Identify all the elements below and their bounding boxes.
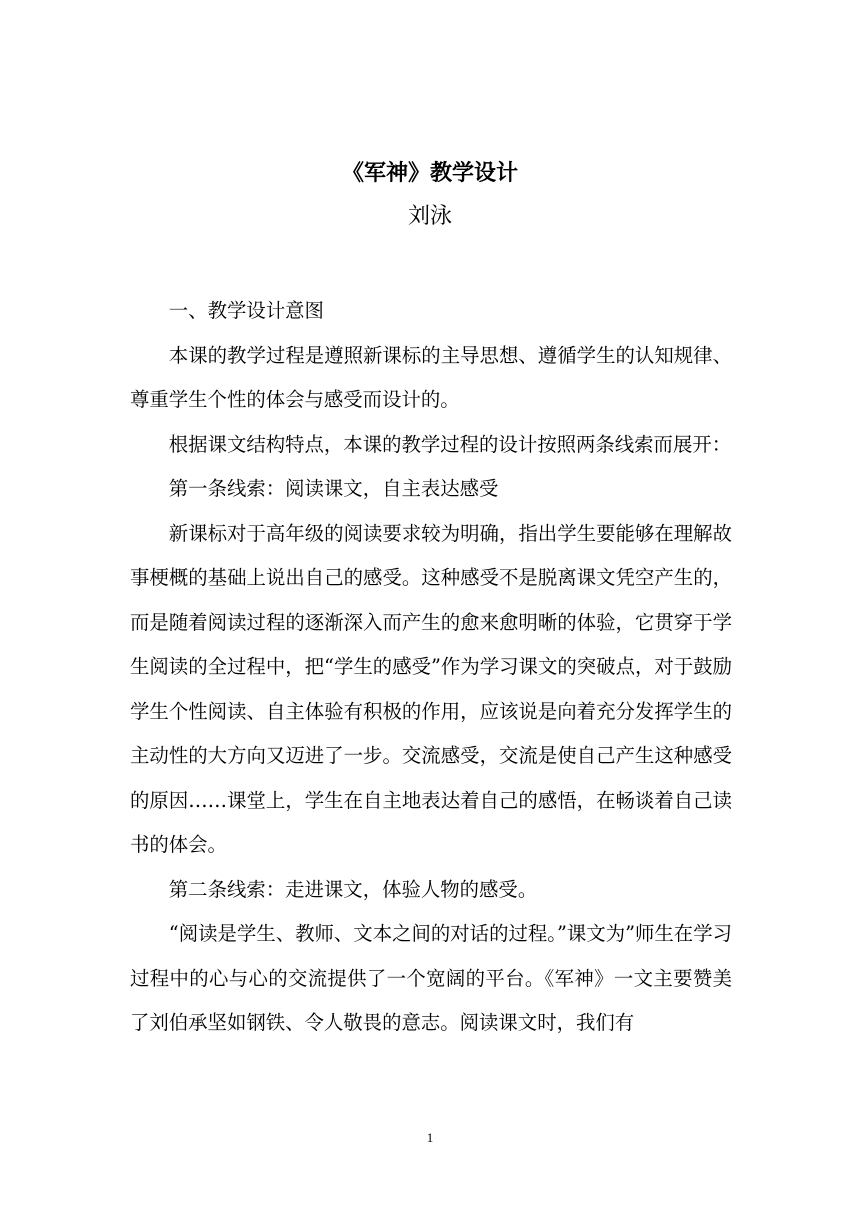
- section-heading: 一、教学设计意图: [168, 299, 324, 322]
- paragraph: 第一条线索：阅读课文，自主表达感受: [168, 477, 499, 500]
- paragraph: 根据课文结构特点，本课的教学过程的设计按照两条线索而展开：: [168, 432, 732, 456]
- page-number: 1: [426, 1130, 434, 1145]
- paragraph: “阅读是学生、教师、文本之间的对话的过程。”课文为”师生在学习过程中的心与心的交流提供了一个宽阔的平台。《军神》一文主要赞美了刘伯承坚如钢铁、令人敬畏的意志。阅读课文时，我们有: [130, 922, 732, 1034]
- paragraph: 新课标对于高年级的阅读要求较为明确，指出学生要能够在理解故事梗概的基础上说出自己的感受。这种感受不是脱离课文凭空产生的，而是随着阅读过程的逐渐深入而产生的愈来愈明晰的体验，它贯穿于学生阅读的全过程中，把“学生的感受”作为学习课文的突破点，对于鼓励学生个性阅读、自主体验有积极的作用，应该说是向着充分发挥学生的主动性的大方向又迈进了一步。交流感受，交流是使自己产生这种感受的原因……课堂上，学生在自主地表达着自己的感悟，在畅谈着自己读书的体会。: [130, 521, 732, 856]
- author-name: 刘泳: [407, 204, 452, 229]
- document-body: [130, 289, 732, 1046]
- paragraph: 本课的教学过程是遵照新课标的主导思想、遵循学生的认知规律、尊重学生个性的体会与感受而设计的。: [130, 343, 732, 411]
- document-title: 《军神》教学设计: [341, 160, 518, 186]
- paragraph: 第二条线索：走进课文，体验人物的感受。: [168, 877, 538, 901]
